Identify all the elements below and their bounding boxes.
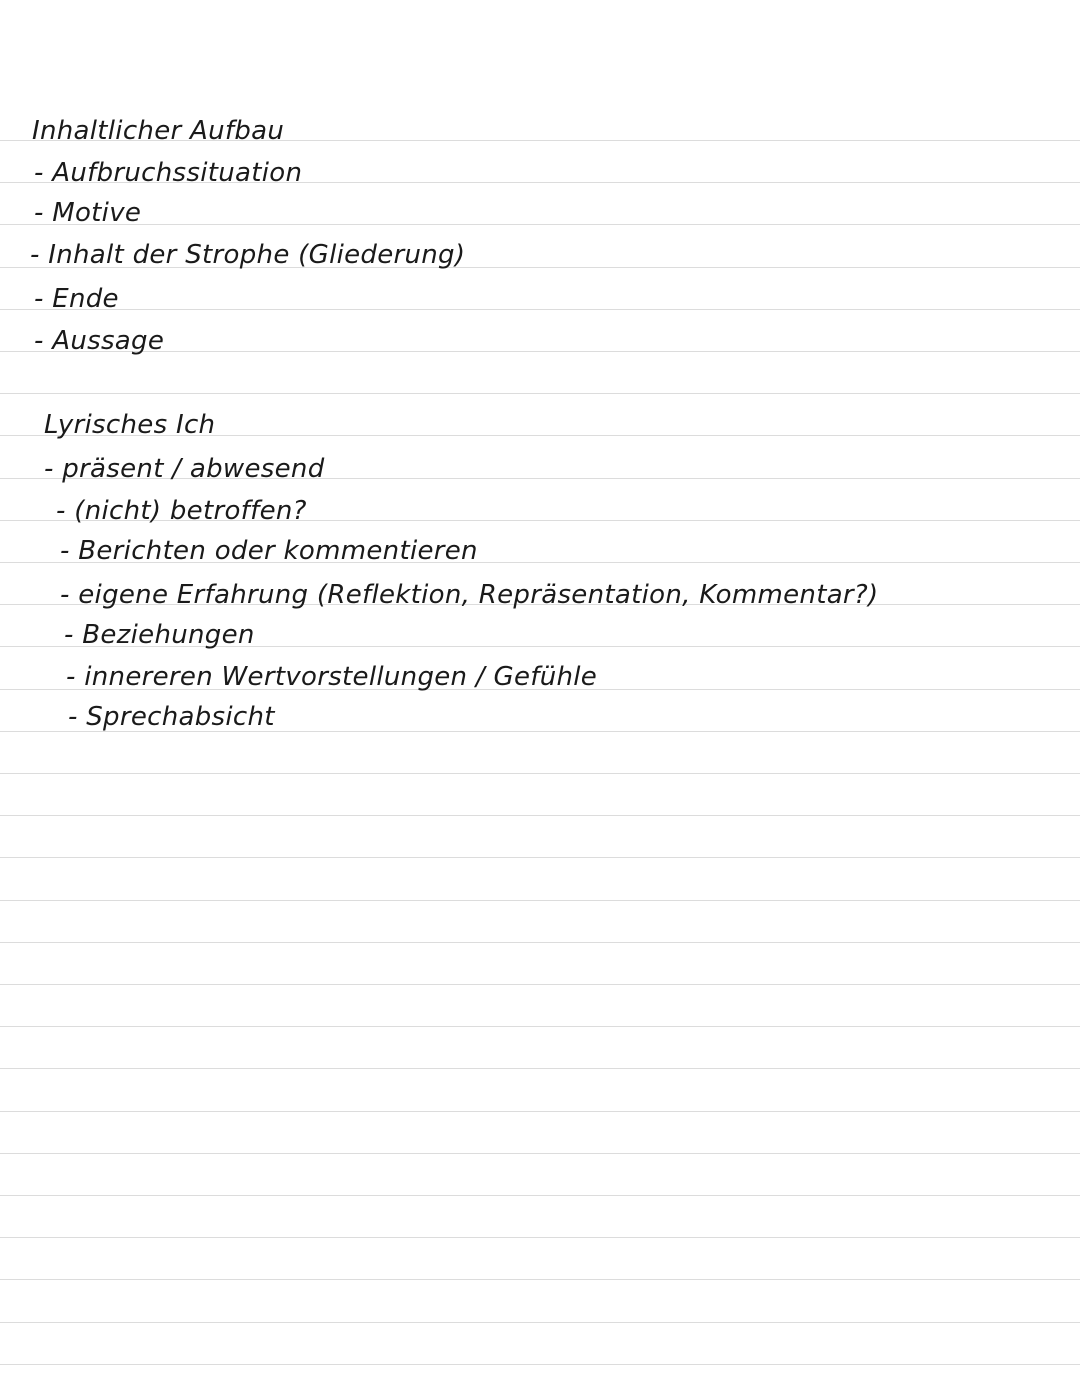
- ruled-line: [0, 1111, 1080, 1112]
- ruled-line: [0, 1322, 1080, 1323]
- section-2-heading: Lyrisches Ich: [44, 410, 216, 440]
- list-item: - innereren Wertvorstellungen / Gefühle: [66, 662, 598, 692]
- ruled-line: [0, 393, 1080, 394]
- ruled-line: [0, 815, 1080, 816]
- ruled-line: [0, 1068, 1080, 1069]
- list-item: - Aussage: [34, 326, 165, 356]
- list-item: - Ende: [34, 284, 119, 314]
- ruled-line: [0, 1026, 1080, 1027]
- ruled-line: [0, 1364, 1080, 1365]
- list-item: - Sprechabsicht: [68, 702, 275, 732]
- ruled-line: [0, 900, 1080, 901]
- list-item: - Beziehungen: [64, 620, 255, 650]
- list-item: - (nicht) betroffen?: [56, 496, 307, 526]
- ruled-line: [0, 773, 1080, 774]
- list-item: - Aufbruchssituation: [34, 158, 303, 188]
- list-item: - Berichten oder kommentieren: [60, 536, 478, 566]
- ruled-line: [0, 1279, 1080, 1280]
- list-item: - Inhalt der Strophe (Gliederung): [30, 240, 466, 270]
- ruled-line: [0, 1153, 1080, 1154]
- ruled-line: [0, 857, 1080, 858]
- ruled-line: [0, 224, 1080, 225]
- ruled-line: [0, 1237, 1080, 1238]
- list-item: - Motive: [34, 198, 142, 228]
- ruled-line: [0, 309, 1080, 310]
- ruled-line: [0, 984, 1080, 985]
- list-item: - eigene Erfahrung (Reflektion, Repräsentation, Kommentar?): [60, 580, 879, 610]
- ruled-line: [0, 1195, 1080, 1196]
- section-1-heading: Inhaltlicher Aufbau: [32, 116, 285, 146]
- ruled-line: [0, 942, 1080, 943]
- list-item: - präsent / abwesend: [44, 454, 325, 484]
